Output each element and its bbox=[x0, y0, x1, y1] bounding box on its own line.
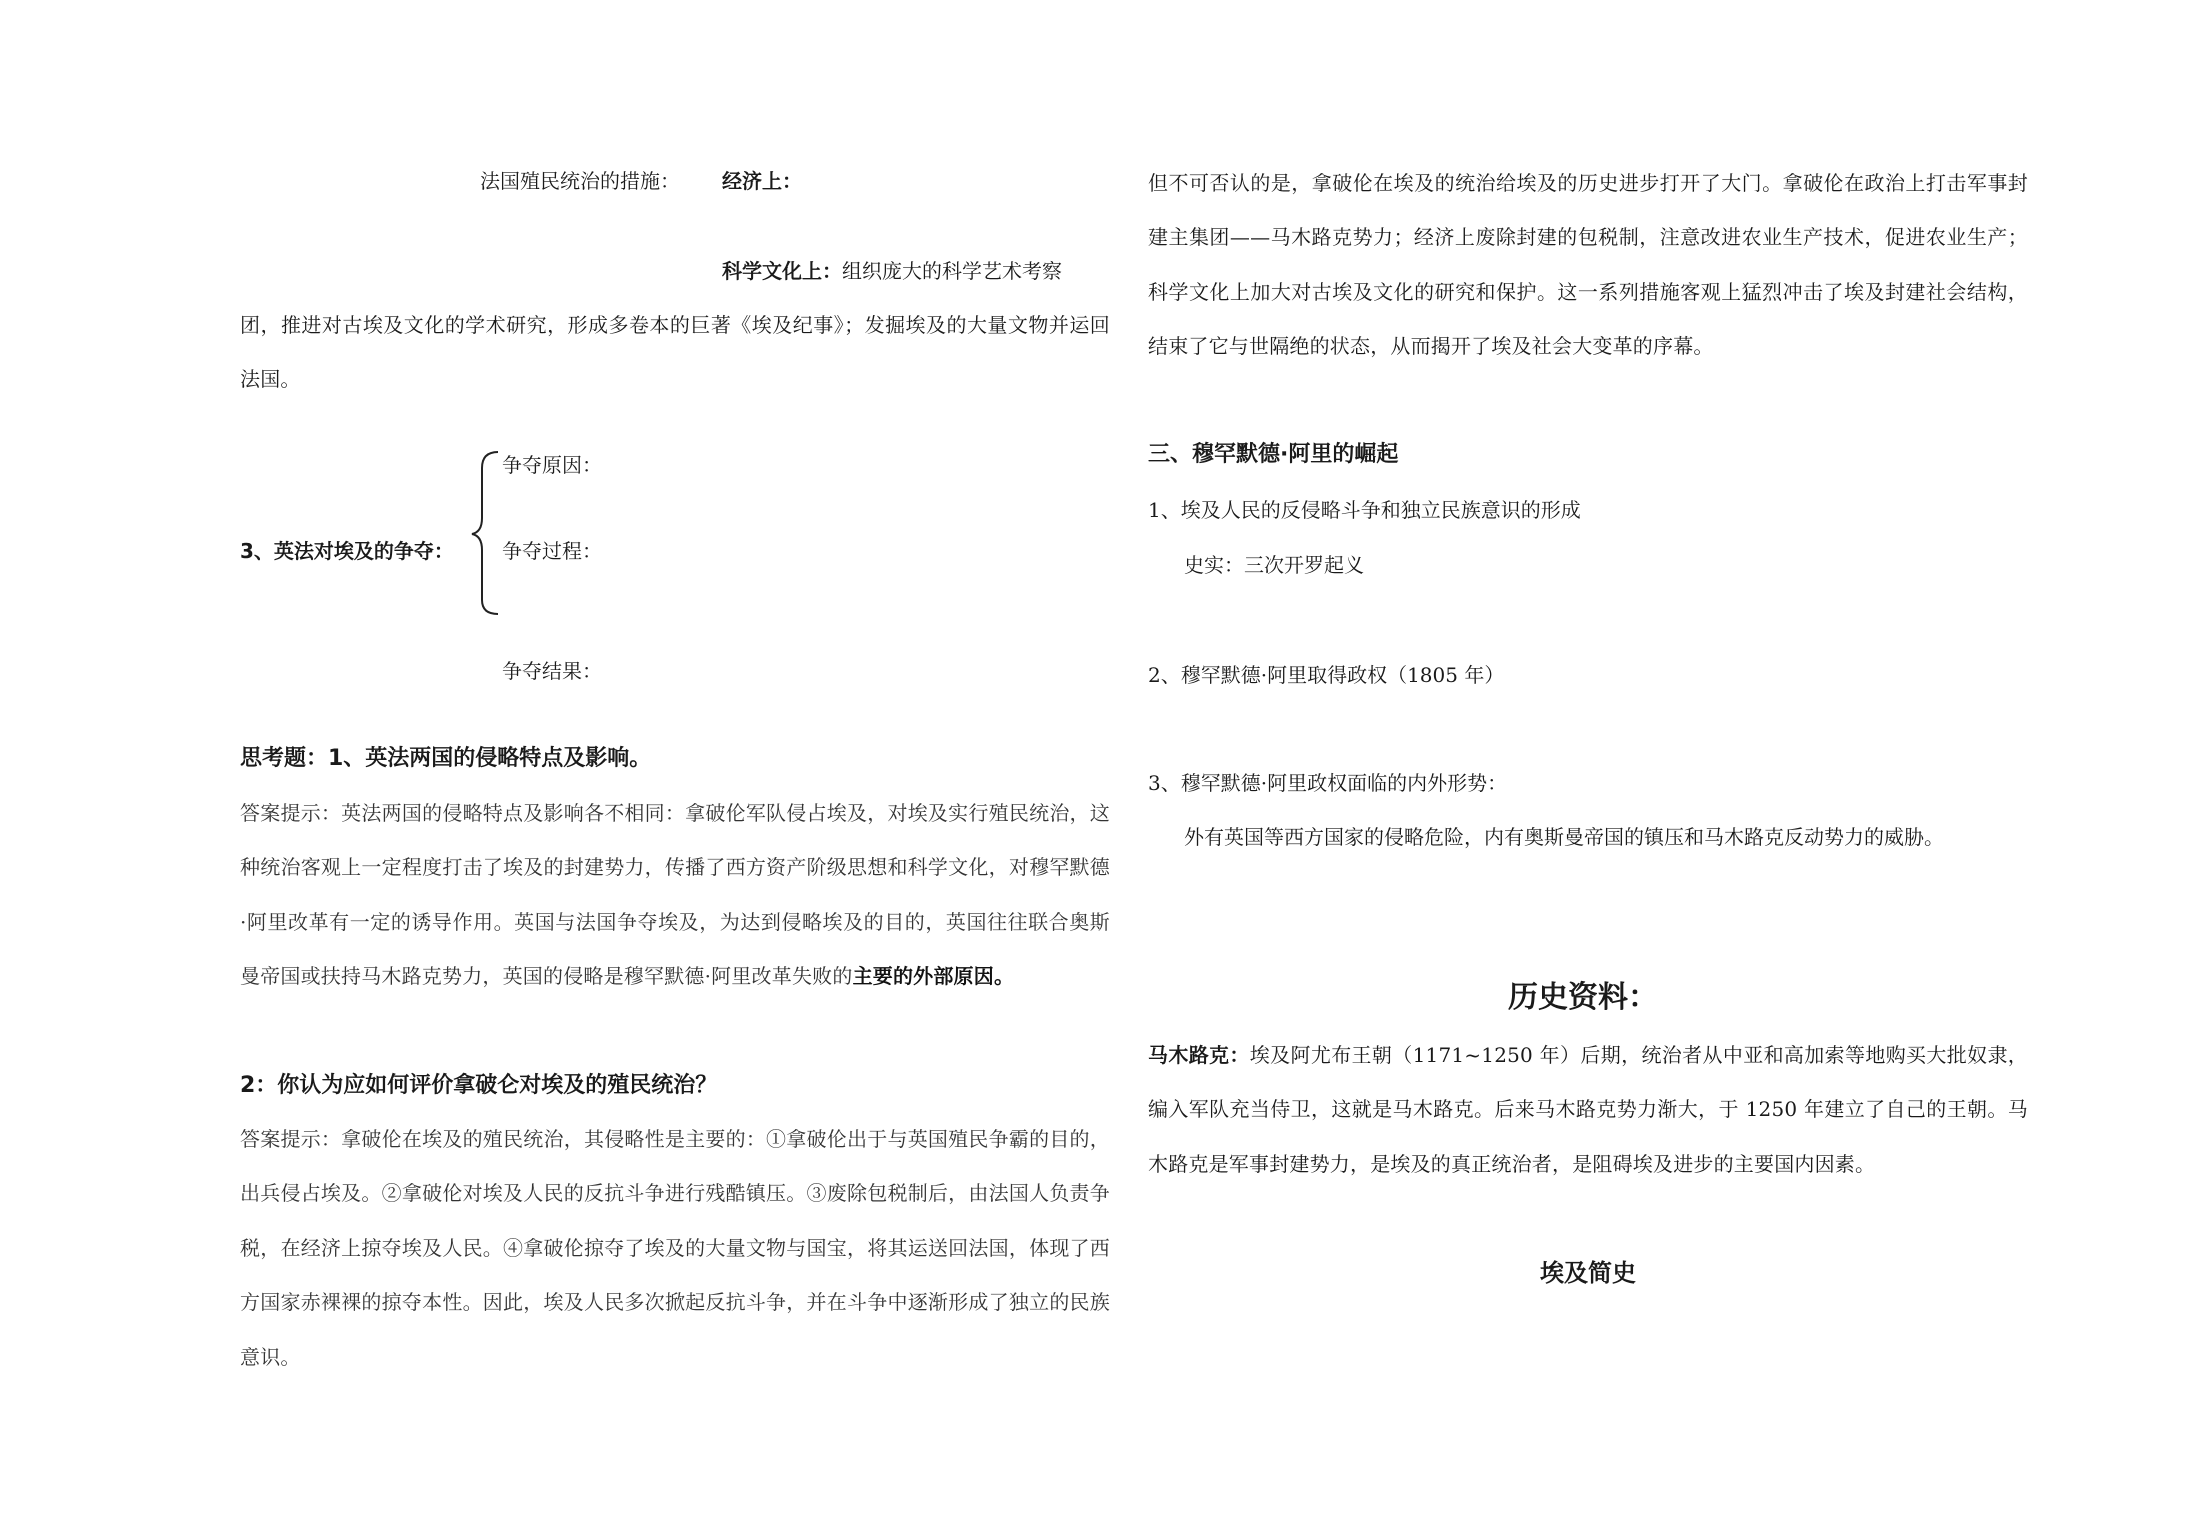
science-text: 团，推进对古埃及文化的学术研究，形成多卷本的巨著《埃及纪事》；发掘埃及的大量文物并运回法国。 bbox=[240, 313, 1110, 391]
contest-title: 3、英法对埃及的争夺： bbox=[240, 539, 454, 563]
q1-answer-bold: 主要的外部原因。 bbox=[852, 964, 1015, 989]
science-line bbox=[722, 256, 1062, 286]
item3: 3、穆罕默德·阿里政权面临的内外形势： bbox=[1148, 771, 1508, 795]
contest-process: 争夺过程： bbox=[502, 539, 602, 563]
item1-fact: 史实：三次开罗起义 bbox=[1184, 553, 1364, 577]
brief-history-title: 埃及简史 bbox=[1540, 1259, 1636, 1287]
measures-label: 法国殖民统治的措施： bbox=[480, 169, 680, 193]
contest-result: 争夺结果： bbox=[502, 659, 602, 683]
item3-text: 外有英国等西方国家的侵略危险，内有奥斯曼帝国的镇压和马木路克反动势力的威胁。 bbox=[1184, 825, 1944, 849]
contest-cause: 争夺原因： bbox=[502, 453, 602, 477]
science-label: 科学文化上： bbox=[722, 259, 842, 283]
science-text-first: 组织庞大的科学艺术考察 bbox=[842, 259, 1062, 283]
curly-brace-icon bbox=[468, 448, 502, 618]
section3-title: 三、穆罕默德·阿里的崛起 bbox=[1148, 442, 1399, 467]
q1-answer bbox=[240, 786, 1110, 1004]
history-title: 历史资料： bbox=[1508, 980, 1658, 1015]
q2-title: 2：你认为应如何评价拿破仑对埃及的殖民统治？ bbox=[240, 1073, 718, 1098]
item1: 1、埃及人民的反侵略斗争和独立民族意识的形成 bbox=[1148, 498, 1581, 522]
item2: 2、穆罕默德·阿里取得政权（1805 年） bbox=[1148, 663, 1505, 687]
q2-answer: 答案提示：拿破伦在埃及的殖民统治，其侵略性是主要的：①拿破伦出于与英国殖民争霸的目的，出兵侵占埃及。②拿破伦对埃及人民的反抗斗争进行残酷镇压。③废除包税制后，由法国人负责争税，在经济上掠夺埃及人民。④拿破伦掠夺了埃及的大量文物与国宝，将其运送回法国，体现了西方国家赤裸裸的掠夺本性。因此，埃及人民多次掀起反抗斗争，并在斗争中逐渐形成了独立的民族意识。 bbox=[240, 1127, 1110, 1369]
q1-answer-text: 答案提示：英法两国的侵略特点及影响各不相同：拿破伦军队侵占埃及，对埃及实行殖民统治，这种统治客观上一定程度打击了埃及的封建势力，传播了西方资产阶级思想和科学文化，对穆罕默德·阿里改革有一定的诱导作用。英国与法国争夺埃及，为达到侵略埃及的目的，英国往往联合奥斯曼帝国或扶持马木路克势力，英国的侵略是穆罕默德·阿里改革失败的 bbox=[240, 801, 1110, 989]
mamluk-label: 马木路克： bbox=[1148, 1043, 1250, 1067]
intro-paragraph: 但不可否认的是，拿破伦在埃及的统治给埃及的历史进步打开了大门。拿破伦在政治上打击军事封建主集团——马木路克势力；经济上废除封建的包税制，注意改进农业生产技术，促进农业生产；科学文化上加大对古埃及文化的研究和保护。这一系列措施客观上猛烈冲击了埃及封建社会结构，结束了它与世隔绝的状态，从而揭开了埃及社会大变革的序幕。 bbox=[1148, 171, 2028, 359]
economy-label: 经济上： bbox=[722, 169, 802, 193]
q1-title: 思考题：1、英法两国的侵略特点及影响。 bbox=[240, 746, 652, 771]
mamluk-paragraph bbox=[1148, 1028, 2028, 1191]
mamluk-text: 埃及阿尤布王朝（1171~1250 年）后期，统治者从中亚和高加索等地购买大批奴隶，编入军队充当侍卫，这就是马木路克。后来马木路克势力渐大，于 1250 年建立了自己的王朝。马木路克是军事封建势力，是埃及的真正统治者，是阻碍埃及进步的主要国内因素。 bbox=[1148, 1043, 2029, 1176]
